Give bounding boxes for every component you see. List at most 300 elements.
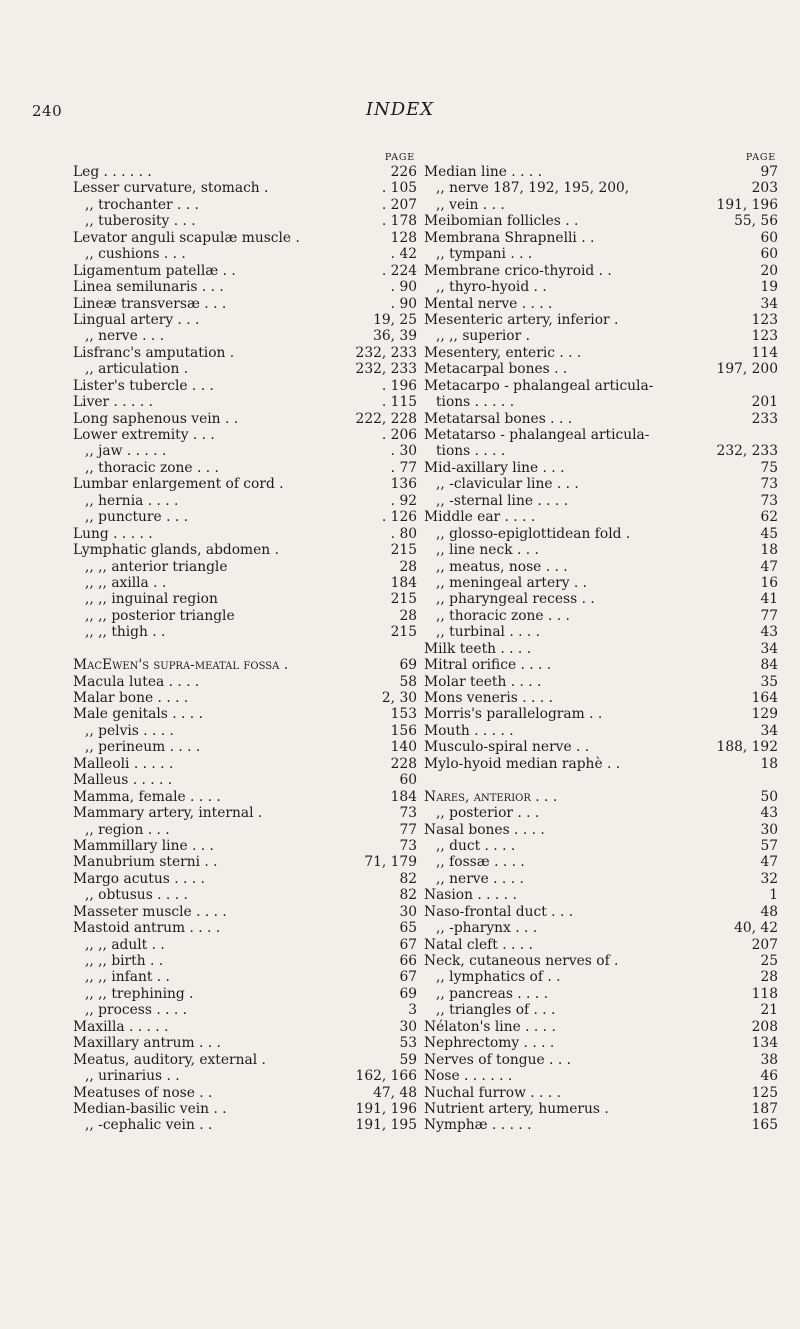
- leader-space: [568, 559, 757, 575]
- index-entry: [424, 1101, 778, 1117]
- index-entry: [73, 443, 417, 459]
- index-entry-page: 32: [760, 870, 778, 887]
- leader-space: [153, 526, 387, 542]
- index-entry: [73, 361, 417, 377]
- index-entry-term: ,, hernia . . . .: [85, 492, 179, 509]
- leader-space: [620, 756, 756, 772]
- index-entry-term: MacEwen's supra-meatal fossa .: [73, 657, 289, 674]
- index-entry-term: Membrane crico-thyroid . .: [424, 262, 612, 279]
- index-entry-term: Mastoid antrum . . . .: [73, 920, 221, 937]
- index-entry-term: ,, -cephalic vein . .: [85, 1117, 213, 1134]
- index-entry-page: 38: [760, 1051, 778, 1068]
- leader-space: [618, 312, 747, 328]
- index-entry: [73, 296, 417, 312]
- index-entry-page: 232, 233: [355, 344, 417, 361]
- index-entry: [424, 969, 778, 985]
- leader-space: [517, 887, 765, 903]
- index-entry-page: 156: [390, 722, 417, 739]
- index-entry-page: 3: [408, 1002, 417, 1019]
- index-entry-page: . 207: [381, 196, 417, 213]
- index-entry-page: 134: [751, 1035, 778, 1052]
- index-entry: [424, 542, 778, 558]
- index-entry-page: [774, 427, 778, 443]
- index-entry-term: Metatarso - phalangeal articula-: [424, 427, 650, 443]
- index-entry-term: ,, pancreas . . . .: [436, 985, 548, 1002]
- index-entry: [73, 657, 417, 673]
- leader-space: [561, 969, 757, 985]
- index-entry-page: 82: [399, 887, 417, 904]
- index-entry-page: [774, 378, 778, 394]
- index-entry: [424, 180, 778, 196]
- index-entry-page: 20: [760, 262, 778, 279]
- index-entry-term: ,, ,, adult . .: [85, 936, 165, 953]
- index-entry: [73, 1085, 417, 1101]
- leader-space: [188, 690, 378, 706]
- index-entry: [73, 378, 417, 394]
- index-entry-term: Lower extremity . . .: [73, 427, 215, 443]
- index-entry-page: 77: [760, 607, 778, 624]
- leader-space: [581, 345, 747, 361]
- leader-space: [557, 789, 756, 805]
- index-entry-page: 123: [751, 311, 778, 328]
- index-entry: [73, 411, 417, 427]
- index-entry-page: 191, 195: [355, 1117, 417, 1134]
- index-entry: [424, 279, 778, 295]
- index-entry-page: 203: [751, 180, 778, 197]
- leader-space: [166, 575, 386, 591]
- leader-space: [524, 871, 757, 887]
- leader-space: [170, 969, 396, 985]
- leader-space: [539, 805, 756, 821]
- index-entry-page: 84: [760, 657, 778, 674]
- index-entry-page: 165: [751, 1117, 778, 1134]
- index-entry-page: 50: [760, 788, 778, 805]
- index-entry-term: Malleoli . . . . .: [73, 755, 174, 772]
- index-entry-term: Leg . . . . . .: [73, 164, 152, 180]
- index-entry: [424, 1068, 778, 1084]
- index-entry: [424, 608, 778, 624]
- index-entry-term: Nasal bones . . . .: [424, 821, 545, 838]
- leader-space: [570, 608, 757, 624]
- index-entry-term: ,, puncture . . .: [85, 509, 188, 526]
- leader-space: [572, 411, 748, 427]
- leader-space: [530, 328, 748, 344]
- index-entry: [73, 180, 417, 196]
- leader-space: [221, 1035, 396, 1051]
- index-entry-page: 47: [760, 558, 778, 575]
- index-entry: [73, 345, 417, 361]
- index-entry-term: Meatuses of nose . .: [73, 1084, 213, 1101]
- index-entry-page: 77: [399, 821, 417, 838]
- index-entry-page: 128: [390, 229, 417, 246]
- index-entry-page: 28: [399, 558, 417, 575]
- index-entry: [73, 575, 417, 591]
- index-entry-term: ,, ,, axilla . .: [85, 574, 167, 591]
- column-header-page-label: PAGE: [384, 152, 415, 163]
- index-entry-page: 97: [760, 164, 778, 180]
- leader-space: [166, 443, 386, 459]
- index-entry: [73, 937, 417, 953]
- index-entry: [73, 460, 417, 476]
- index-entry-page: . 42: [390, 246, 417, 263]
- index-entry: [73, 854, 417, 870]
- index-entry: [73, 263, 417, 279]
- index-entry: [73, 213, 417, 229]
- leader-space: [618, 953, 756, 969]
- index-entry-page: 53: [399, 1035, 417, 1052]
- index-entries-right: [424, 164, 778, 1134]
- leader-space: [203, 706, 387, 722]
- leader-space: [551, 657, 756, 673]
- index-entry-term: Mesentery, enteric . . .: [424, 344, 582, 361]
- index-entry-page: 232, 233: [716, 443, 778, 460]
- index-entry-term: Maxilla . . . . .: [73, 1018, 169, 1035]
- leader-space: [541, 674, 756, 690]
- leader-space: [180, 1068, 352, 1084]
- index-entry: [73, 1052, 417, 1068]
- index-entry: [424, 443, 778, 459]
- index-entry-term: Lisfranc's amputation .: [73, 344, 235, 361]
- column-header-page-label: PAGE: [745, 152, 776, 163]
- index-entry: [73, 920, 417, 936]
- leader-space: [173, 756, 386, 772]
- index-entry-term: ,, ,, inguinal region: [85, 591, 218, 608]
- leader-space: [238, 411, 351, 427]
- leader-space: [514, 723, 757, 739]
- index-entry: [73, 805, 417, 821]
- index-entry-page: 35: [760, 673, 778, 690]
- leader-space: [218, 591, 387, 607]
- index-entry-term: Lingual artery . . .: [73, 311, 200, 328]
- index-entry-term: ,, nerve . . . .: [436, 870, 524, 887]
- index-entry-page: 19, 25: [373, 311, 417, 328]
- index-entry: [424, 591, 778, 607]
- index-entry-term: Nymphæ . . . . .: [424, 1117, 532, 1134]
- index-entry-page: 188, 192: [716, 739, 778, 756]
- index-entry-page: . 92: [390, 492, 417, 509]
- leader-space: [235, 608, 396, 624]
- leader-space: [542, 164, 756, 180]
- index-entry: [424, 838, 778, 854]
- index-entry-term: Nares, anterior . . .: [424, 788, 558, 805]
- index-entry: [424, 493, 778, 509]
- index-entry-term: Lister's tubercle . . .: [73, 377, 214, 394]
- index-entry: [73, 197, 417, 213]
- index-entry-term: Mylo-hyoid median raphè . .: [424, 755, 621, 772]
- index-entry-term: ,, cushions . . .: [85, 246, 186, 263]
- index-entry-page: . 105: [381, 180, 417, 197]
- index-entry-term: ,, region . . .: [85, 821, 170, 838]
- index-entry-term: ,, triangles of . . .: [436, 1002, 556, 1019]
- leader-space: [288, 657, 395, 673]
- leader-space: [165, 937, 396, 953]
- index-entry-page: 43: [760, 805, 778, 822]
- index-entry: [73, 1117, 417, 1133]
- index-entry: [73, 230, 417, 246]
- index-entry-page: 60: [760, 246, 778, 263]
- leader-space: [221, 789, 387, 805]
- leader-space: [629, 180, 747, 196]
- index-entry: [73, 312, 417, 328]
- index-entry: [424, 575, 778, 591]
- index-entry-term: ,, ,, anterior triangle: [85, 558, 228, 575]
- index-entry-term: Membrana Shrapnelli . .: [424, 229, 595, 246]
- index-entry-page: 73: [760, 476, 778, 493]
- leader-space: [196, 213, 378, 229]
- index-entry: [424, 509, 778, 525]
- leader-space: [612, 263, 757, 279]
- index-entry-page: 34: [760, 640, 778, 657]
- index-entry: [424, 723, 778, 739]
- index-entry-page: 28: [399, 607, 417, 624]
- leader-space: [219, 460, 387, 476]
- index-entry-page: . 115: [381, 394, 417, 411]
- index-entry: [73, 164, 417, 180]
- leader-space: [573, 904, 756, 920]
- index-entry-term: ,, meningeal artery . .: [436, 574, 588, 591]
- index-entry-term: ,, thyro-hyoid . .: [436, 279, 547, 296]
- index-entry-page: 153: [390, 706, 417, 723]
- index-entry-term: ,, ,, birth . .: [85, 953, 164, 969]
- leader-space: [205, 871, 396, 887]
- index-entry: [424, 641, 778, 657]
- leader-space: [188, 361, 351, 377]
- leader-space: [188, 887, 396, 903]
- leader-space: [539, 542, 757, 558]
- index-entry-term: ,, -clavicular line . . .: [436, 476, 579, 493]
- index-entry: [424, 986, 778, 1002]
- leader-space: [268, 180, 377, 196]
- index-entry: [424, 213, 778, 229]
- index-entry-term: Natal cleft . . . .: [424, 936, 533, 953]
- leader-space: [540, 624, 756, 640]
- index-entry: [73, 559, 417, 575]
- index-entry-term: ,, jaw . . . . .: [85, 443, 167, 460]
- leader-space: [153, 394, 378, 410]
- index-entry-term: Maxillary antrum . . .: [73, 1035, 221, 1052]
- index-entry: [424, 246, 778, 262]
- running-head: INDEX: [365, 99, 435, 120]
- index-entry-term: ,, vein . . .: [436, 196, 505, 213]
- leader-space: [186, 246, 387, 262]
- index-entry-term: Nephrectomy . . . .: [424, 1035, 555, 1052]
- index-entry-term: Malleus . . . . .: [73, 772, 173, 789]
- index-entry-page: 73: [760, 492, 778, 509]
- index-entry: [424, 1002, 778, 1018]
- section-gap: [73, 641, 417, 657]
- index-column-left: [73, 151, 417, 1134]
- index-entry: [424, 476, 778, 492]
- index-entry-term: Lung . . . . .: [73, 525, 153, 542]
- index-entry: [424, 345, 778, 361]
- index-entry-term: ,, tympani . . .: [436, 246, 533, 263]
- index-entry: [73, 772, 417, 788]
- index-entry-term: Median-basilic vein . .: [73, 1100, 227, 1117]
- index-entry-page: 207: [751, 936, 778, 953]
- leader-space: [215, 427, 378, 443]
- leader-space: [545, 822, 757, 838]
- leader-space: [218, 854, 361, 870]
- index-entry-term: ,, ,, infant . .: [85, 969, 170, 986]
- index-entry-page: 1: [769, 887, 778, 904]
- index-entry-page: 73: [399, 805, 417, 822]
- leader-space: [212, 1085, 369, 1101]
- index-entry: [424, 756, 778, 772]
- index-entry-page: 233: [751, 410, 778, 427]
- index-entry: [73, 986, 417, 1002]
- leader-space: [262, 805, 395, 821]
- index-entry: [73, 690, 417, 706]
- index-entry-term: Long saphenous vein . .: [73, 410, 239, 427]
- leader-space: [561, 1085, 748, 1101]
- index-entry: [424, 887, 778, 903]
- index-entry-page: 57: [760, 837, 778, 854]
- index-entry: [73, 904, 417, 920]
- index-entry-page: . 30: [390, 443, 417, 460]
- index-entry-page: 47: [760, 854, 778, 871]
- index-entry-term: Neck, cutaneous nerves of .: [424, 953, 619, 969]
- index-entry: [424, 805, 778, 821]
- index-entry: [424, 674, 778, 690]
- index-entry-page: 228: [390, 755, 417, 772]
- index-entry: [73, 969, 417, 985]
- index-entry-term: ,, duct . . . .: [436, 837, 516, 854]
- index-entry-term: ,, -pharynx . . .: [436, 920, 538, 937]
- index-entry: [73, 756, 417, 772]
- index-entry-term: Mamma, female . . . .: [73, 788, 221, 805]
- index-entry-page: 40, 42: [734, 920, 778, 937]
- index-entry: [73, 789, 417, 805]
- index-entry: [424, 1035, 778, 1051]
- index-entry: [73, 427, 417, 443]
- index-entry-term: Metacarpal bones . .: [424, 361, 568, 378]
- index-entry-term: Nasion . . . . .: [424, 887, 517, 904]
- leader-space: [227, 904, 396, 920]
- index-entry-page: 73: [399, 837, 417, 854]
- index-entry-page: . 90: [390, 295, 417, 312]
- index-entry: [424, 460, 778, 476]
- index-entry-page: 215: [390, 624, 417, 641]
- leader-space: [284, 476, 387, 492]
- index-entry-page: 191, 196: [355, 1100, 417, 1117]
- index-column-right: [424, 151, 778, 1134]
- index-entry: [424, 296, 778, 312]
- index-entry-page: 45: [760, 525, 778, 542]
- index-entry-page: 164: [751, 690, 778, 706]
- index-entry: [73, 723, 417, 739]
- section-gap: [424, 772, 778, 788]
- leader-space: [548, 986, 748, 1002]
- index-entry-page: 55, 56: [734, 213, 778, 230]
- index-entry: [73, 706, 417, 722]
- index-entry-term: Nutrient artery, humerus .: [424, 1100, 609, 1117]
- leader-space: [532, 1117, 748, 1133]
- index-entry: [73, 887, 417, 903]
- index-entry-page: 123: [751, 328, 778, 345]
- index-entry: [424, 411, 778, 427]
- index-entry-page: . 196: [381, 377, 417, 394]
- index-entry-page: 47, 48: [373, 1084, 417, 1101]
- leader-space: [649, 427, 774, 443]
- index-entry-term: ,, turbinal . . . .: [436, 624, 541, 641]
- index-entry: [73, 739, 417, 755]
- leader-space: [579, 476, 757, 492]
- index-entry-page: . 77: [390, 459, 417, 476]
- index-entry-page: 34: [760, 295, 778, 312]
- index-entry-page: 66: [399, 953, 417, 969]
- index-entry: [73, 328, 417, 344]
- index-entry-term: Manubrium sterni . .: [73, 854, 218, 871]
- index-entry-page: 136: [390, 476, 417, 493]
- index-entry: [73, 526, 417, 542]
- index-entry: [73, 493, 417, 509]
- leader-space: [515, 838, 756, 854]
- leader-space: [568, 493, 756, 509]
- leader-space: [535, 509, 756, 525]
- index-entry: [424, 871, 778, 887]
- index-entry-page: 62: [760, 509, 778, 526]
- leader-space: [567, 361, 712, 377]
- leader-space: [589, 739, 712, 755]
- leader-space: [630, 526, 756, 542]
- index-entry-page: . 80: [390, 525, 417, 542]
- index-entry: [73, 1101, 417, 1117]
- index-entry-page: 75: [760, 459, 778, 476]
- index-entry: [424, 164, 778, 180]
- index-entry-term: ,, thoracic zone . . .: [436, 607, 570, 624]
- leader-space: [533, 937, 748, 953]
- index-entry-term: ,, pharyngeal recess . .: [436, 591, 595, 608]
- index-entry-term: Meatus, auditory, external .: [73, 1051, 266, 1068]
- index-entry-page: . 206: [381, 427, 417, 443]
- index-entry-page: 197, 200: [716, 361, 778, 378]
- leader-space: [531, 641, 756, 657]
- index-entry-term: ,, pelvis . . . .: [85, 722, 174, 739]
- index-entry-page: 184: [390, 788, 417, 805]
- leader-space: [595, 591, 757, 607]
- index-entry-term: Meibomian follicles . .: [424, 213, 579, 230]
- index-entry: [424, 559, 778, 575]
- index-entry: [424, 328, 778, 344]
- index-entry: [424, 706, 778, 722]
- index-entry-term: ,, ,, superior .: [436, 328, 530, 345]
- leader-space: [578, 213, 730, 229]
- index-entry-term: Masseter muscle . . . .: [73, 903, 227, 920]
- index-entry: [424, 1117, 778, 1133]
- index-entry: [424, 263, 778, 279]
- index-entry-term: Liver . . . . .: [73, 394, 153, 411]
- index-entry: [424, 230, 778, 246]
- leader-space: [552, 296, 756, 312]
- leader-space: [227, 1101, 352, 1117]
- index-entry-term: Mammary artery, internal .: [73, 805, 263, 822]
- index-entry-page: 232, 233: [355, 361, 417, 378]
- index-entry-page: 30: [399, 1018, 417, 1035]
- leader-space: [174, 723, 387, 739]
- index-entry: [424, 789, 778, 805]
- leader-space: [553, 690, 748, 706]
- index-entry-page: 71, 179: [364, 854, 417, 871]
- index-entry: [424, 394, 778, 410]
- leader-space: [199, 197, 378, 213]
- leader-space: [194, 986, 396, 1002]
- leader-space: [556, 1019, 748, 1035]
- index-entry-page: 48: [760, 903, 778, 920]
- leader-space: [165, 624, 386, 640]
- index-entry-page: 69: [399, 985, 417, 1002]
- index-entry-page: 16: [760, 574, 778, 591]
- leader-space: [224, 279, 387, 295]
